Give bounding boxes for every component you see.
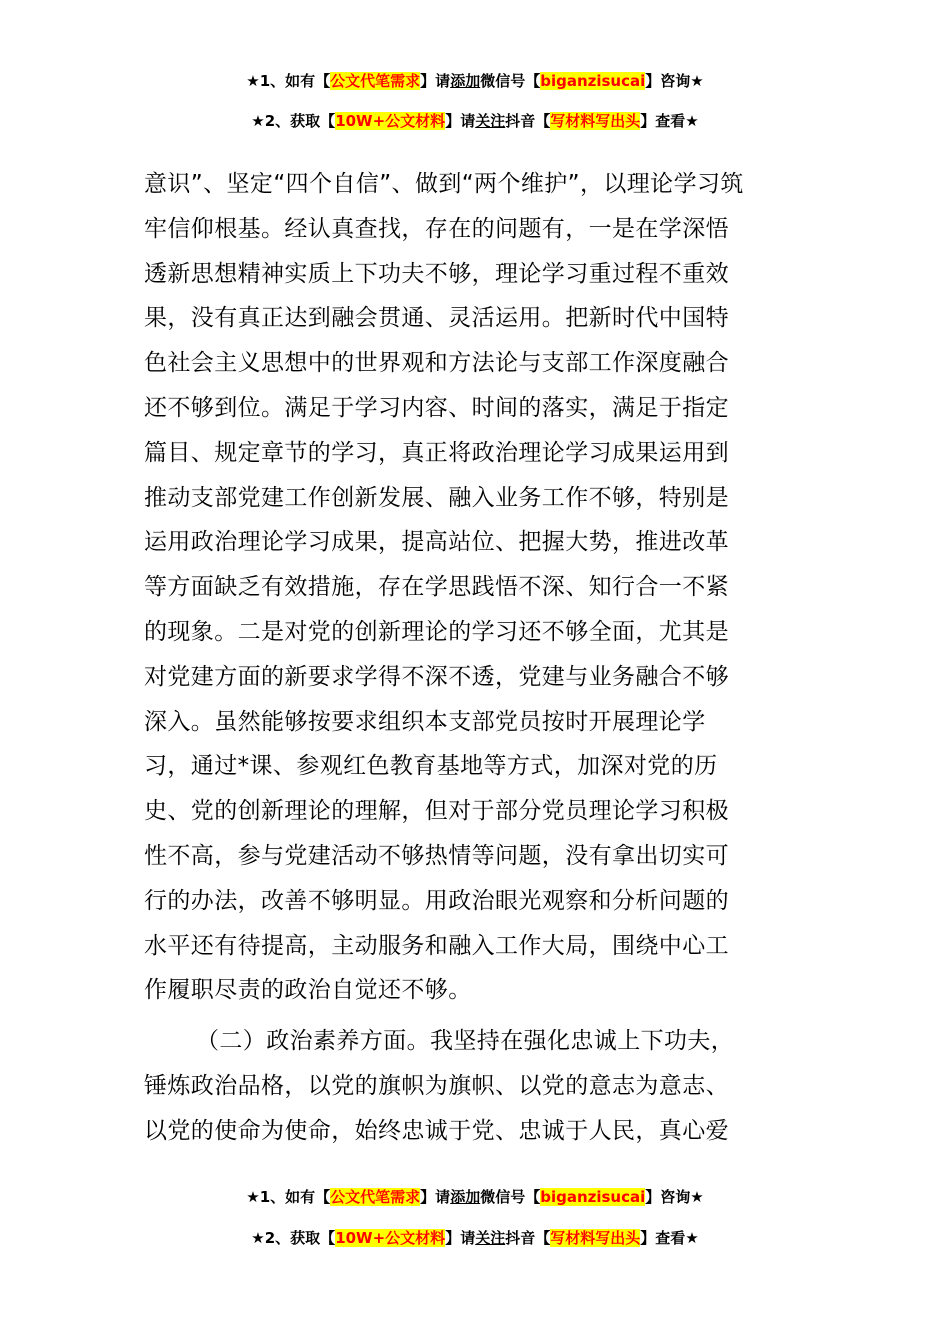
banner-underlined: 关注 — [475, 1229, 506, 1247]
banner-text: 】请 — [420, 1188, 451, 1206]
footer-banner-line2 — [0, 1227, 950, 1249]
text-line: 性不高，参与党建活动不够热情等问题，没有拿出切实可 — [144, 842, 729, 869]
text-line: 的现象。二是对党的创新理论的学习还不够全面，尤其是 — [144, 618, 729, 645]
text-line: 意识”、坚定“四个自信”、做到“两个维护”，以理论学习筑 — [144, 171, 744, 197]
banner-text: 】咨询★ — [645, 1188, 704, 1206]
banner-text: 抖音【 — [505, 112, 551, 130]
text-line: 以党的使命为使命，始终忠诚于党、忠诚于人民，真心爱 — [144, 1117, 729, 1144]
banner-text: ★2、获取【 — [251, 1229, 336, 1247]
banner-highlight: biganzisucai — [540, 72, 646, 90]
text-line: 作履职尽责的政治自觉还不够。 — [144, 977, 472, 1004]
banner-highlight: 10W+公文材料 — [335, 1229, 446, 1247]
header-banner-line1 — [0, 70, 950, 92]
text-line: 果，没有真正达到融会贯通、灵活运用。把新时代中国特 — [144, 305, 729, 332]
banner-text: ★1、如有【 — [246, 1188, 331, 1206]
paragraph-2 — [144, 1019, 808, 1153]
banner-text: 微信号【 — [480, 1188, 541, 1206]
header-banner-line2 — [0, 110, 950, 132]
banner-text: 】查看★ — [640, 112, 699, 130]
text-line: 史、党的创新理论的理解，但对于部分党员理论学习积极 — [144, 798, 729, 825]
banner-highlight: 写材料写出头 — [550, 1229, 641, 1247]
paragraph-1 — [144, 162, 808, 1013]
banner-text: ★1、如有【 — [246, 72, 331, 90]
text-line: 篇目、规定章节的学习，真正将政治理论学习成果运用到 — [144, 439, 729, 466]
banner-highlight: 写材料写出头 — [550, 112, 641, 130]
document-body — [144, 162, 808, 1013]
footer-banner-line1 — [0, 1186, 950, 1208]
text-line: 牢信仰根基。经认真查找，存在的问题有，一是在学深悟 — [144, 215, 729, 242]
banner-highlight: 10W+公文材料 — [335, 112, 446, 130]
text-line: 行的办法，改善不够明显。用政治眼光观察和分析问题的 — [144, 887, 729, 914]
banner-underlined: 关注 — [475, 112, 506, 130]
text-line: 运用政治理论学习成果，提高站位、把握大势，推进改革 — [144, 529, 729, 556]
banner-text: ★2、获取【 — [251, 112, 336, 130]
banner-highlight: biganzisucai — [540, 1188, 646, 1206]
text-line: 水平还有待提高，主动服务和融入工作大局，围绕中心工 — [144, 932, 729, 959]
banner-text: 抖音【 — [505, 1229, 551, 1247]
document-body-section-2 — [144, 1019, 808, 1153]
text-line: 锤炼政治品格，以党的旗帜为旗帜、以党的意志为意志、 — [144, 1072, 729, 1099]
banner-underlined: 添加 — [450, 72, 481, 90]
text-line: 推动支部党建工作创新发展、融入业务工作不够，特别是 — [144, 484, 729, 511]
text-line: 还不够到位。满足于学习内容、时间的落实，满足于指定 — [144, 394, 729, 421]
text-line: 色社会主义思想中的世界观和方法论与支部工作深度融合 — [144, 350, 729, 377]
text-line: 深入。虽然能够按要求组织本支部党员按时开展理论学 — [144, 708, 706, 735]
banner-highlight: 公文代笔需求 — [330, 1188, 421, 1206]
text-line: （二）政治素养方面。我坚持在强化忠诚上下功夫， — [196, 1028, 735, 1054]
banner-text: 】查看★ — [640, 1229, 699, 1247]
banner-highlight: 公文代笔需求 — [330, 72, 421, 90]
banner-text: 】请 — [420, 72, 451, 90]
text-line: 对党建方面的新要求学得不深不透，党建与业务融合不够 — [144, 663, 729, 690]
banner-text: 】咨询★ — [645, 72, 704, 90]
text-line: 习，通过*课、参观红色教育基地等方式，加深对党的历 — [144, 753, 718, 780]
text-line: 等方面缺乏有效措施，存在学思践悟不深、知行合一不紧 — [144, 574, 729, 601]
banner-underlined: 添加 — [450, 1188, 481, 1206]
text-line: 透新思想精神实质上下功夫不够，理论学习重过程不重效 — [144, 260, 729, 287]
banner-text: 】请 — [445, 1229, 476, 1247]
banner-text: 微信号【 — [480, 72, 541, 90]
banner-text: 】请 — [445, 112, 476, 130]
